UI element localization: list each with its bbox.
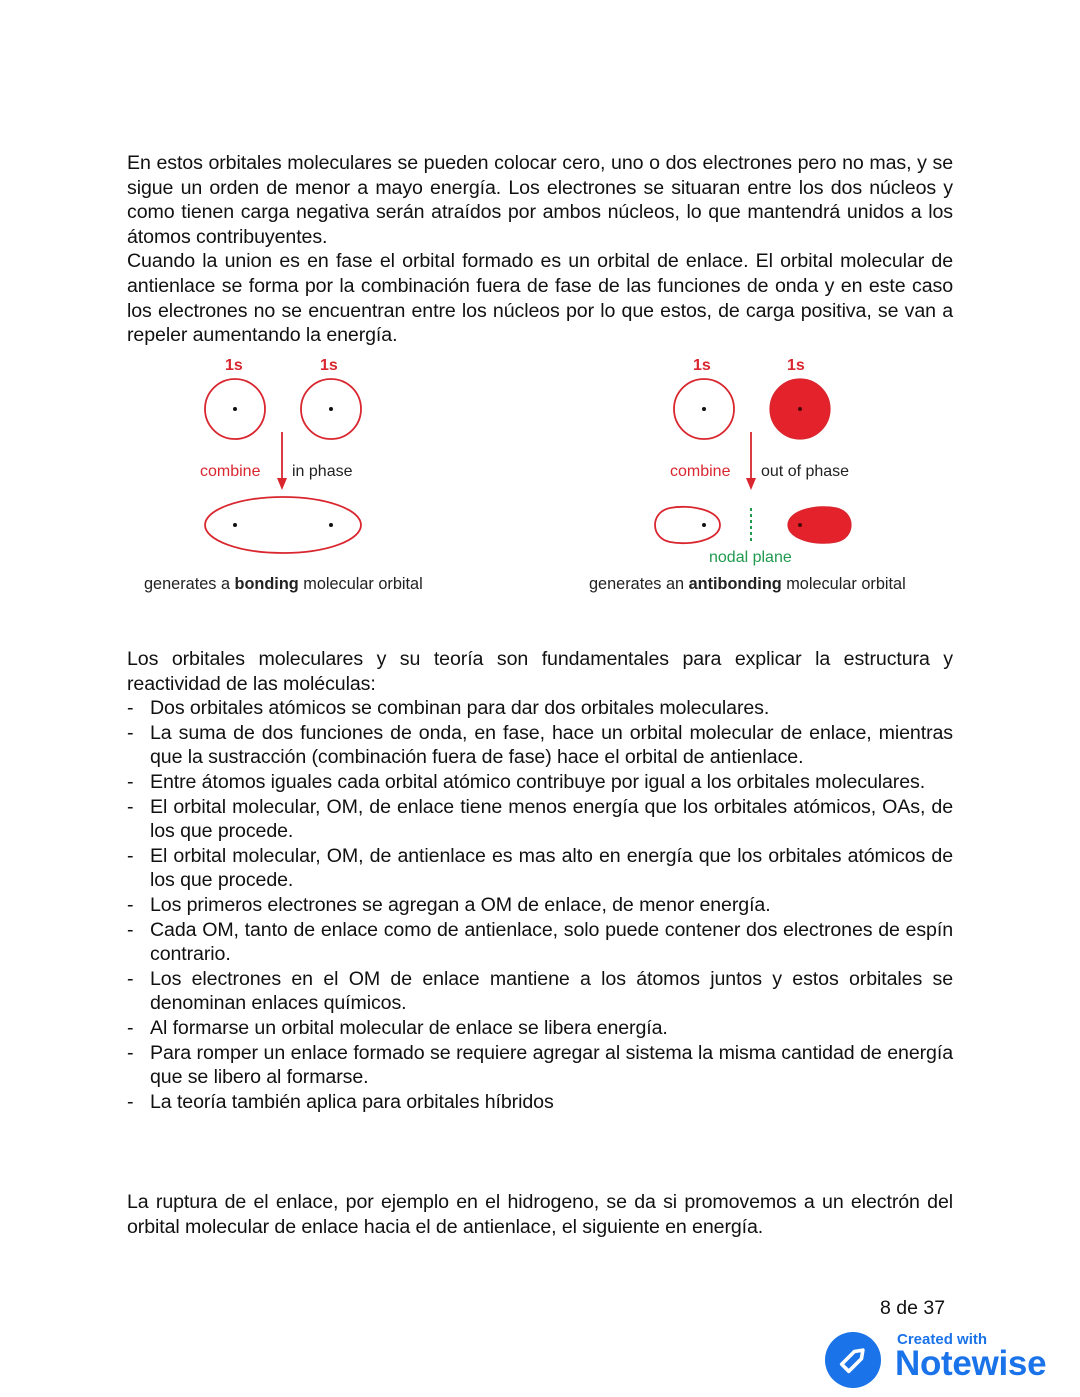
antibonding-lobe-left [655,507,720,543]
antibonding-caption [589,575,906,594]
bonding-combine-label: combine [200,463,261,480]
antibonding-caption-prefix: generates an [589,575,689,593]
dash-bullet-icon: - [127,1090,134,1113]
bonding-caption-bold: bonding [234,575,299,593]
orbital-facts-list [127,696,953,1114]
dash-bullet-icon: - [127,795,134,818]
list-item: - El orbital molecular, OM, de antienlace es mas alto en energía que los orbitales atómicos de los que procede. [127,844,953,892]
list-item: - Dos orbitales atómicos se combinan para dar dos orbitales moleculares. [127,697,770,720]
dash-bullet-icon: - [127,1041,134,1064]
dash-bullet-icon: - [127,770,134,793]
list-item: - Los primeros electrones se agregan a OM de enlace, de menor energía. [127,893,771,916]
list-item: - Para romper un enlace formado se requiere agregar al sistema la misma cantidad de energía que se libero al formarse. [127,1041,953,1089]
antibonding-1s-label-left: 1s [693,357,711,374]
dash-bullet-icon: - [127,918,134,941]
bonding-caption-prefix: generates a [144,575,235,593]
bonding-caption [144,575,423,594]
antibonding-caption-suffix: molecular orbital [781,575,906,593]
dash-bullet-icon: - [127,1016,134,1039]
antibonding-diagram [655,379,851,544]
bonding-1s-label-right: 1s [320,357,338,374]
page-number: 8 de 37 [880,1297,946,1319]
list-item: - Cada OM, tanto de enlace como de antienlace, solo puede contener dos electrones de espín contrario. [127,918,953,966]
intro-paragraph-1: En estos orbitales moleculares se pueden colocar cero, uno o dos electrones pero no mas, y se sigue un orden de menor a mayo energía. Los electrones se situaran entre los dos núcleos y como tienen carga negativa serán atraídos por ambos núcleos, lo que mantendrá unidos a los átomos contribuyentes. [127,152,953,248]
list-item: - Los electrones en el OM de enlace mantiene a los átomos juntos y estos orbitales se denominan enlaces químicos. [127,967,953,1015]
intro-paragraph-2: Cuando la union es en fase el orbital formado es un orbital de enlace. El orbital molecular de antienlace se forma por la combinación fuera de fase de las funciones de onda y en este caso los electrones no se encuentran entre los núcleos por lo que estos, de carga positiva, se van a repeler aumentando la energía. [127,250,953,347]
antibonding-lobe-right [788,507,851,543]
conclusion-text [127,1190,953,1239]
antibonding-combine-label: combine [670,463,731,480]
notewise-logo [825,1332,881,1388]
dash-bullet-icon: - [127,697,134,720]
nodal-plane-label: nodal plane [709,549,792,566]
list-item: - La suma de dos funciones de onda, en fase, hace un orbital molecular de enlace, mientras que la sustracción (combinación fuera de fase) hace el orbital de antienlace. [127,721,953,769]
pencil-icon [825,1332,881,1388]
list-item: - La teoría también aplica para orbitales híbridos [127,1090,554,1113]
list-item: - El orbital molecular, OM, de enlace tiene menos energía que los orbitales atómicos, OAs, de los que procede. [127,795,953,843]
dash-bullet-icon: - [127,721,134,744]
bonding-1s-label-left: 1s [225,357,243,374]
bonding-caption-suffix: molecular orbital [298,575,423,593]
intro-text [127,151,953,348]
created-with-label: Created with [897,1331,988,1348]
in-phase-label: in phase [292,463,353,480]
conclusion-paragraph: La ruptura de el enlace, por ejemplo en el hidrogeno, se da si promovemos a un electrón del orbital molecular de enlace hacia el de antienlace, el siguiente en energía. [127,1191,953,1238]
section2-intro: Los orbitales moleculares y su teoría son fundamentales para explicar la estructura y reactividad de las moléculas: [127,648,953,695]
orbital-diagram [130,350,960,600]
notewise-brand-name: Notewise [895,1344,1047,1383]
list-item: - Al formarse un orbital molecular de enlace se libera energía. [127,1016,668,1039]
list-item: - Entre átomos iguales cada orbital atómico contribuye por igual a los orbitales moleculares. [127,770,926,793]
section-orbital-theory [127,647,953,1114]
antibonding-1s-label-right: 1s [787,357,805,374]
dash-bullet-icon: - [127,844,134,867]
antibonding-caption-bold: antibonding [688,575,782,593]
dash-bullet-icon: - [127,967,134,990]
bonding-orbital [205,497,361,553]
notewise-badge[interactable] [825,1330,1070,1390]
out-of-phase-label: out of phase [761,463,850,480]
dash-bullet-icon: - [127,893,134,916]
